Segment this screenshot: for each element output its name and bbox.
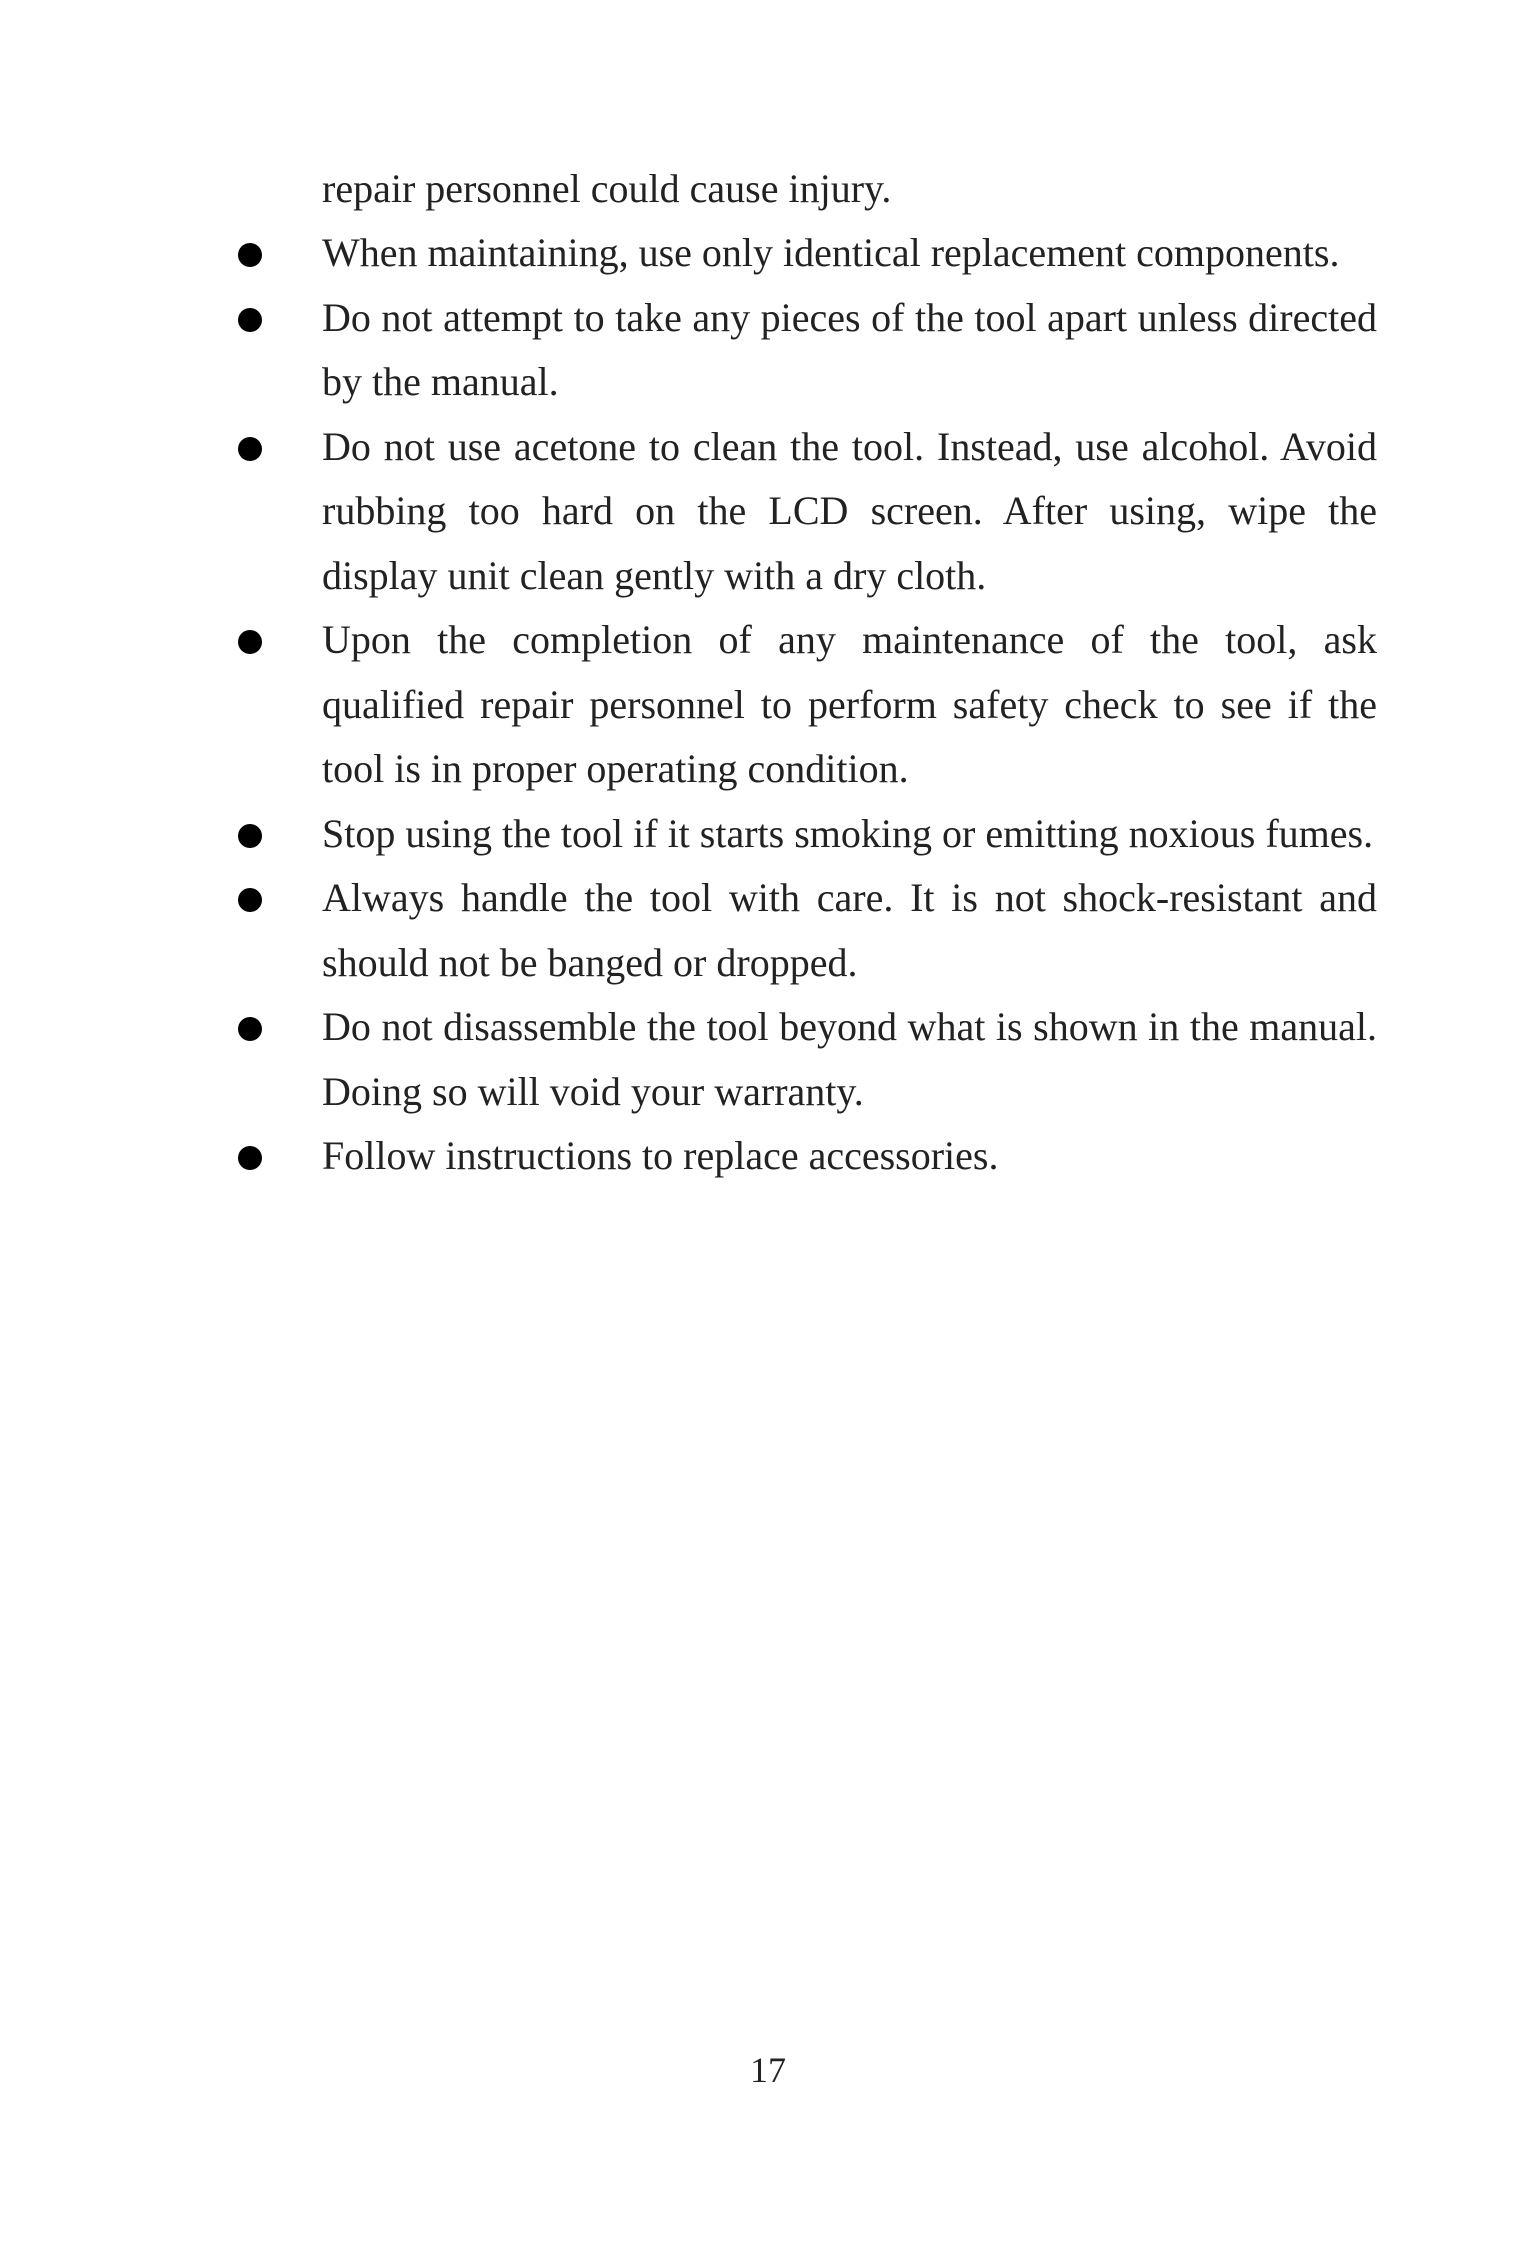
bullet-text: Stop using the tool if it starts smoking or emitting noxious fumes.	[322, 810, 1374, 856]
bullet-dot-icon	[238, 308, 262, 332]
bullet-text: Do not use acetone to clean the tool. Instead, use alcohol. Avoid rubbing too hard on the LCD screen. After using, wipe the display unit clean gently with a dry cloth.	[322, 423, 1377, 598]
bullet-text: Do not disassemble the tool beyond what is shown in the manual. Doing so will void your warranty.	[322, 1004, 1377, 1114]
continuation-text: repair personnel could cause injury.	[322, 166, 892, 211]
bullet-dot-icon	[238, 1017, 262, 1041]
bullet-text: Upon the completion of any maintenance of the tool, ask qualified repair personnel to perform safety check to see if the tool is in proper operating condition.	[322, 617, 1377, 791]
bullet-item	[0, 1124, 1536, 1189]
bullet-item	[0, 286, 1536, 415]
bullet-item	[0, 221, 1536, 286]
bullet-item	[0, 608, 1536, 802]
bullet-item	[0, 802, 1536, 867]
bullet-text: Follow instructions to replace accessories.	[322, 1133, 999, 1178]
bullet-dot-icon	[238, 1146, 262, 1170]
bullet-dot-icon	[238, 824, 262, 848]
bullet-text: Do not attempt to take any pieces of the tool apart unless directed by the manual.	[322, 294, 1377, 404]
bullet-item	[0, 995, 1536, 1124]
safety-bullet-list	[0, 221, 1536, 1189]
bullet-dot-icon	[238, 243, 262, 267]
bullet-dot-icon	[238, 630, 262, 654]
bullet-dot-icon	[238, 437, 262, 461]
page-number: 17	[750, 2050, 786, 2090]
bullet-text: Always handle the tool with care. It is not shock-resistant and should not be banged or dropped.	[322, 875, 1377, 985]
bullet-dot-icon	[238, 888, 262, 912]
bullet-item	[0, 415, 1536, 609]
bullet-text: When maintaining, use only identical replacement components.	[322, 230, 1340, 275]
bullet-item	[0, 866, 1536, 995]
